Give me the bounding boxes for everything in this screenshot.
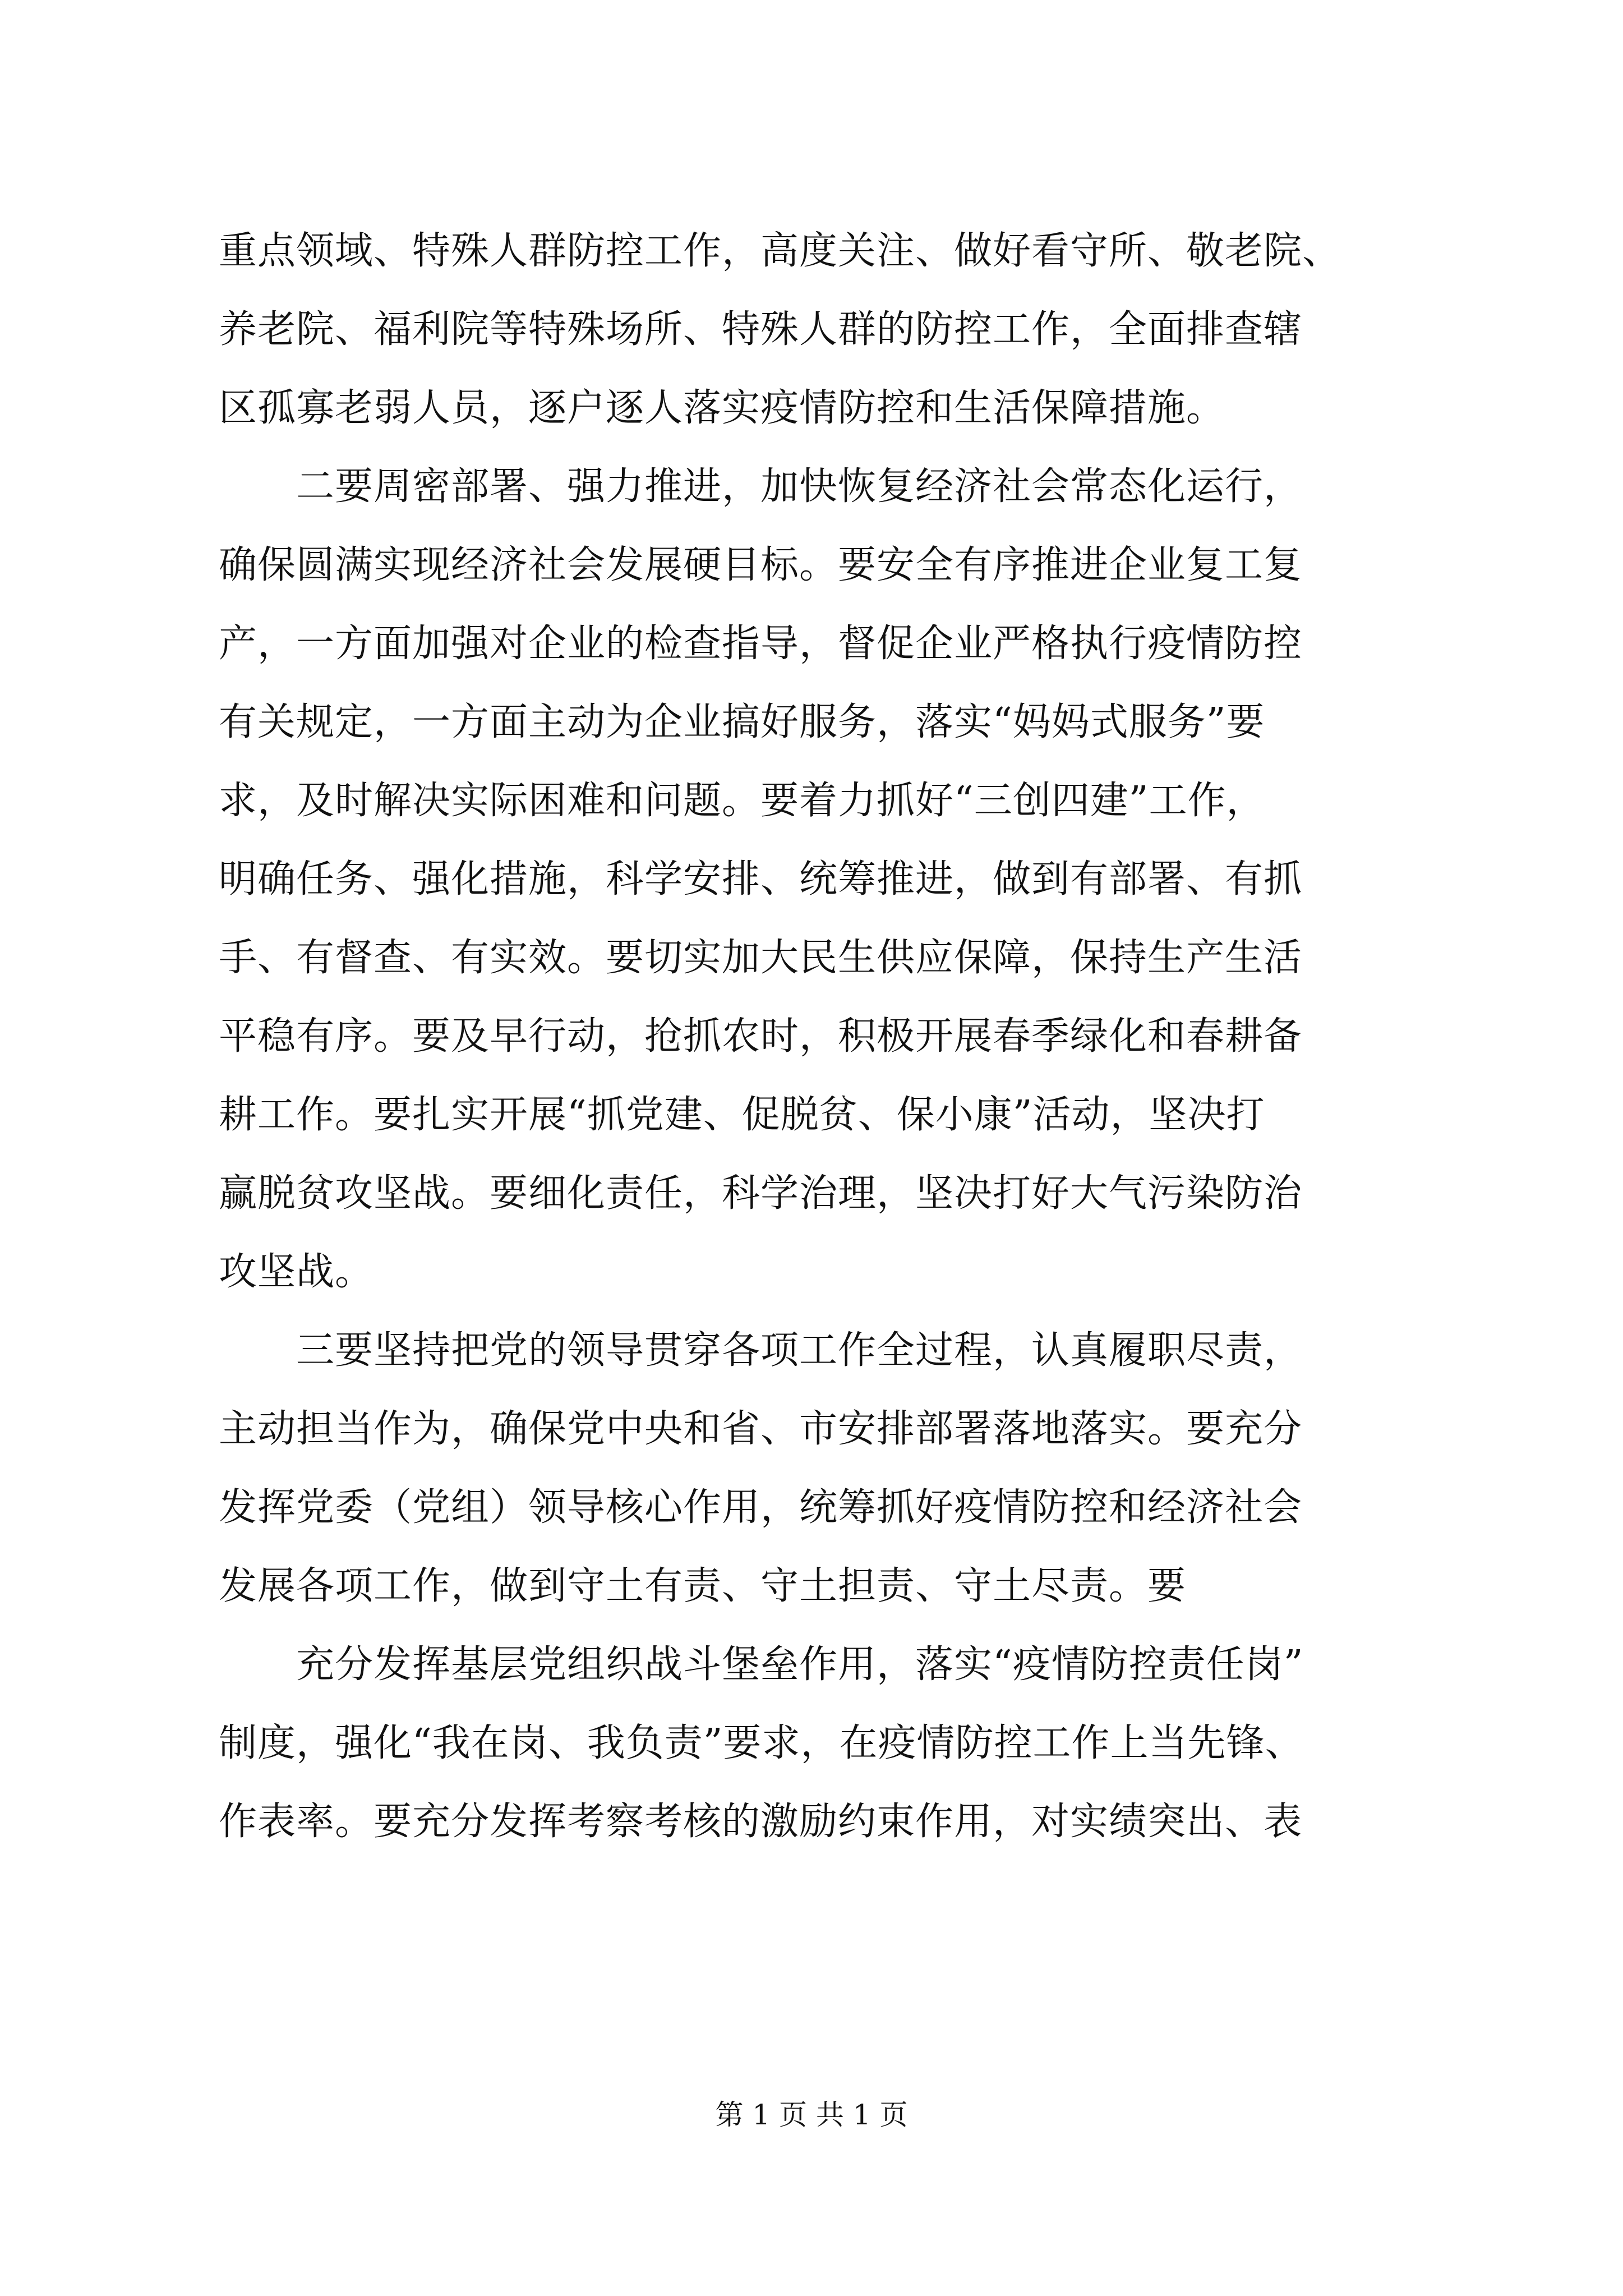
- text-line: 充分发挥基层党组织战斗堡垒作用，落实“疫情防控责任岗”: [219, 1642, 1304, 1687]
- text-line: 确保圆满实现经济社会发展硬目标。要安全有序推进企业复工复: [219, 543, 1303, 587]
- text-line: 作表率。要充分发挥考察考核的激励约束作用，对实绩突出、表: [219, 1800, 1303, 1844]
- body-text: [219, 212, 1436, 1861]
- text-line: 养老院、福利院等特殊场所、特殊人群的防控工作，全面排查辖: [219, 307, 1303, 352]
- text-line: 三要坚持把党的领导贯穿各项工作全过程，认真履职尽责，: [219, 1328, 1303, 1373]
- text-line: 区孤寡老弱人员，逐户逐人落实疫情防控和生活保障措施。: [219, 386, 1225, 430]
- text-line: 产，一方面加强对企业的检查指导，督促企业严格执行疫情防控: [219, 622, 1303, 666]
- text-line: 发展各项工作，做到守土有责、守土担责、守土尽责。要: [219, 1564, 1187, 1608]
- text-line: 明确任务、强化措施，科学安排、统筹推进，做到有部署、有抓: [219, 857, 1303, 901]
- text-line: 发挥党委（党组）领导核心作用，统筹抓好疫情防控和经济社会: [219, 1485, 1303, 1530]
- text-line: 攻坚战。: [219, 1250, 374, 1294]
- page-number-footer: 第 1 页 共 1 页: [715, 2099, 908, 2131]
- text-line: 平稳有序。要及早行动，抢抓农时，积极开展春季绿化和春耕备: [219, 1014, 1303, 1059]
- text-line: 耕工作。要扎实开展“抓党建、促脱贫、保小康”活动，坚决打: [219, 1093, 1265, 1137]
- text-line: 主动担当作为，确保党中央和省、市安排部署落地落实。要充分: [219, 1407, 1303, 1451]
- text-line: 赢脱贫攻坚战。要细化责任，科学治理，坚决打好大气污染防治: [219, 1171, 1303, 1216]
- text-line: 有关规定，一方面主动为企业搞好服务，落实“妈妈式服务”要: [219, 700, 1265, 744]
- text-line: 制度，强化“我在岗、我负责”要求，在疫情防控工作上当先锋、: [219, 1721, 1304, 1765]
- text-line: 求，及时解决实际困难和问题。要着力抓好“三创四建”工作，: [219, 779, 1265, 823]
- text-line: 重点领域、特殊人群防控工作，高度关注、做好看守所、敬老院、: [219, 229, 1341, 273]
- text-line: 手、有督查、有实效。要切实加大民生供应保障，保持生产生活: [219, 936, 1303, 980]
- text-line: 二要周密部署、强力推进，加快恢复经济社会常态化运行，: [219, 464, 1303, 509]
